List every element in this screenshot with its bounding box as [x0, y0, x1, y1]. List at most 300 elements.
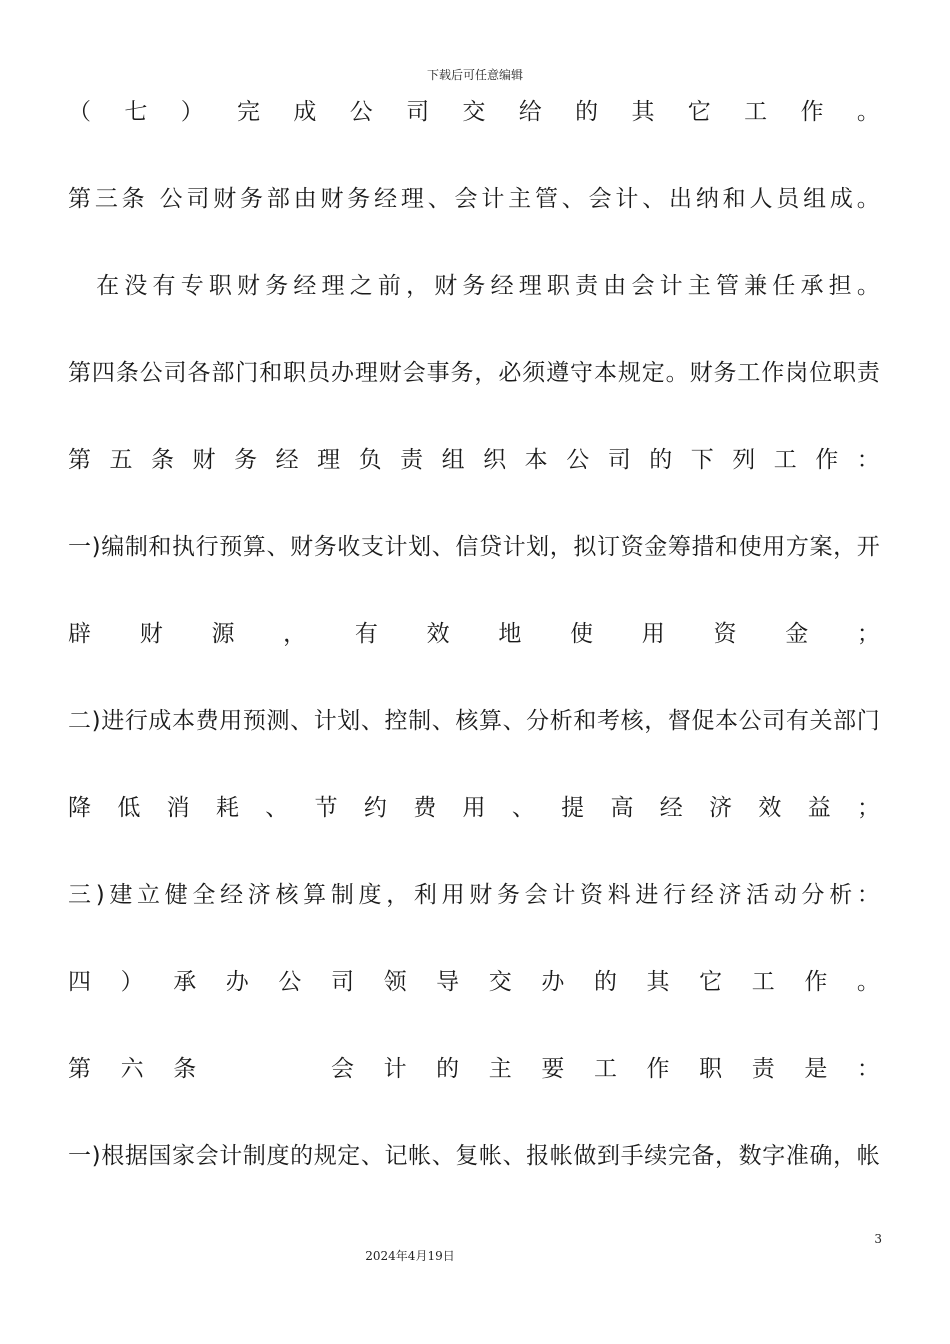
line-char: 支 — [360, 534, 384, 560]
line-char — [148, 184, 155, 214]
line-char: 下 — [690, 447, 714, 473]
line-char: 位 — [809, 360, 833, 386]
body-line-10 — [68, 880, 880, 910]
line-char: 财 — [469, 882, 493, 908]
line-char: ： — [856, 1056, 880, 1082]
line-char: 。 — [856, 273, 880, 299]
line-char: 司 — [330, 969, 354, 995]
line-char: 辟 — [68, 621, 91, 647]
line-char: 职 — [833, 360, 856, 386]
line-char: 费 — [413, 795, 437, 821]
line-char: 给 — [518, 99, 542, 125]
line-char: 理 — [400, 186, 424, 212]
line-char: 是 — [804, 1056, 828, 1082]
line-char: 筹 — [667, 534, 691, 560]
line-char: 三 — [68, 882, 91, 908]
line-char: 计 — [552, 882, 576, 908]
line-char: 低 — [117, 795, 141, 821]
line-char: 财 — [237, 273, 261, 299]
line-char: 进 — [101, 708, 125, 734]
line-char: ， — [386, 882, 410, 908]
line-char: 作 — [804, 969, 828, 995]
line-char: 完 — [237, 99, 261, 125]
line-char: 字 — [762, 1143, 786, 1169]
line-char: 作 — [761, 360, 785, 386]
line-char: 定 — [641, 360, 665, 386]
line-char — [226, 1054, 249, 1084]
line-char: 料 — [607, 882, 631, 908]
line-char: 兼 — [744, 273, 768, 299]
line-char: 务 — [713, 360, 737, 386]
header-note: 下载后可任意编辑 — [426, 68, 523, 82]
line-char: 五 — [109, 447, 133, 473]
line-char: 本 — [715, 708, 739, 734]
line-char: 利 — [413, 882, 437, 908]
line-char: 成 — [148, 708, 172, 734]
line-char: 帐 — [549, 1143, 573, 1169]
line-char: 报 — [526, 1143, 550, 1169]
line-char: 须 — [522, 360, 546, 386]
line-char: 析 — [549, 708, 573, 734]
line-char: 司 — [186, 186, 210, 212]
line-char: 组 — [803, 186, 827, 212]
line-char: 主 — [488, 1056, 512, 1082]
line-char: 责 — [751, 1056, 775, 1082]
line-char: 方 — [785, 534, 809, 560]
line-char — [278, 1054, 301, 1084]
line-char: 金 — [644, 534, 668, 560]
line-char: 条 — [151, 447, 175, 473]
line-char: 源 — [211, 621, 235, 647]
line-char: 部 — [833, 708, 857, 734]
line-char: 用 — [641, 621, 665, 647]
line-char: 有 — [152, 273, 176, 299]
line-char: 三 — [94, 186, 118, 212]
line-char: 员 — [776, 186, 800, 212]
line-char: 、 — [561, 186, 585, 212]
line-char: 公 — [566, 447, 590, 473]
line-char: ； — [857, 795, 880, 821]
line-char: 组 — [441, 447, 465, 473]
line-char: 理 — [317, 447, 341, 473]
line-char: 公 — [278, 969, 302, 995]
footer-date: 2024年4月19日 — [365, 1249, 455, 1263]
line-char: 有 — [354, 621, 378, 647]
line-char: 作 — [815, 447, 839, 473]
line-char: 、 — [265, 795, 289, 821]
line-char: 会 — [524, 882, 548, 908]
line-char: 执 — [172, 534, 196, 560]
line-char: 的 — [575, 99, 599, 125]
line-char: 用 — [762, 534, 786, 560]
line-char: 担 — [828, 273, 852, 299]
line-char: 财 — [192, 447, 216, 473]
line-char: 四 — [91, 360, 115, 386]
line-char: 济 — [718, 882, 742, 908]
line-char: 制 — [124, 534, 148, 560]
line-char: 费 — [195, 708, 219, 734]
line-char: 作 — [646, 1056, 670, 1082]
line-char: 订 — [597, 534, 620, 560]
line-char: 公 — [349, 99, 373, 125]
line-char: 、 — [502, 708, 526, 734]
line-char: 开 — [856, 534, 880, 560]
line-char: 第 — [68, 1056, 91, 1082]
line-char: 承 — [173, 969, 197, 995]
line-char: ： — [856, 447, 880, 473]
line-char: 经 — [690, 882, 714, 908]
body-line-6 — [68, 532, 880, 562]
line-char: 第 — [68, 186, 91, 212]
line-char: 列 — [732, 447, 756, 473]
line-char: 用 — [462, 795, 486, 821]
line-char: 制 — [242, 1143, 266, 1169]
line-char: ) — [91, 534, 101, 560]
line-char: 复 — [455, 1143, 479, 1169]
line-char: 会 — [454, 186, 478, 212]
line-char: 有 — [785, 708, 809, 734]
line-char: 、 — [431, 1143, 455, 1169]
line-char: 的 — [649, 447, 673, 473]
line-char: 收 — [337, 534, 361, 560]
line-char: 行 — [195, 534, 219, 560]
line-char: ， — [549, 534, 573, 560]
line-char: 由 — [293, 186, 317, 212]
line-char: 门 — [856, 708, 880, 734]
line-char: 、 — [360, 1143, 384, 1169]
line-char: 第 — [68, 447, 91, 473]
line-char: 事 — [426, 360, 450, 386]
line-char: 计 — [615, 186, 639, 212]
line-char: 、 — [360, 708, 384, 734]
line-char: 计 — [383, 1056, 407, 1082]
line-char: 高 — [610, 795, 634, 821]
body-line-7 — [68, 619, 880, 649]
line-char: ） — [120, 969, 144, 995]
line-char: 司 — [163, 360, 187, 386]
line-char: 、 — [642, 186, 666, 212]
line-char: 前 — [377, 273, 401, 299]
line-char: 健 — [164, 882, 188, 908]
line-char: 其 — [646, 969, 670, 995]
line-char: 管 — [534, 186, 558, 212]
line-char: 计 — [502, 534, 526, 560]
line-char: 行 — [124, 708, 148, 734]
line-char: （ — [68, 99, 91, 125]
line-char: 职 — [208, 273, 232, 299]
line-char: ， — [474, 360, 498, 386]
line-char: 动 — [773, 882, 797, 908]
line-char: 分 — [526, 708, 550, 734]
line-char: ， — [833, 1143, 857, 1169]
line-char: 和 — [573, 708, 597, 734]
line-char: 经 — [293, 273, 317, 299]
line-char: 财 — [139, 621, 163, 647]
line-char: ， — [715, 1143, 739, 1169]
line-char: 案 — [809, 534, 833, 560]
line-char: 金 — [785, 621, 809, 647]
line-char: 济 — [247, 882, 271, 908]
line-char: 和 — [715, 534, 739, 560]
line-char: 划 — [526, 534, 550, 560]
line-char: 导 — [436, 969, 460, 995]
line-char: 帐 — [856, 1143, 880, 1169]
body-line-8 — [68, 706, 880, 736]
line-char: 成 — [293, 99, 317, 125]
line-char: 。 — [856, 969, 880, 995]
line-char: 六 — [120, 1056, 144, 1082]
line-char: 一 — [68, 534, 91, 560]
line-char: 济 — [709, 795, 733, 821]
line-char: 责 — [856, 360, 880, 386]
line-char: 制 — [408, 708, 432, 734]
line-char: 第 — [68, 360, 91, 386]
line-char: 财 — [378, 360, 402, 386]
line-char: 完 — [667, 1143, 691, 1169]
line-char: 负 — [358, 447, 382, 473]
line-char: 做 — [573, 1143, 597, 1169]
line-char: 经 — [490, 273, 514, 299]
body-line-11 — [68, 967, 880, 997]
line-char: 全 — [192, 882, 216, 908]
line-char: 分 — [801, 882, 825, 908]
line-char: 进 — [635, 882, 659, 908]
line-char: 算 — [303, 882, 327, 908]
line-char: 职 — [699, 1056, 723, 1082]
line-char: 会 — [402, 360, 426, 386]
line-char: 一 — [68, 1143, 91, 1169]
line-char: ） — [180, 99, 204, 125]
line-char: 务 — [347, 186, 371, 212]
line-char: 办 — [225, 969, 249, 995]
body-line-4 — [68, 358, 880, 388]
line-char: 会 — [330, 1056, 354, 1082]
line-char: 的 — [436, 1056, 460, 1082]
line-char: 领 — [383, 969, 407, 995]
line-char: 信 — [455, 534, 479, 560]
line-char: 帐 — [478, 1143, 502, 1169]
line-char: 核 — [275, 882, 299, 908]
line-char: 四 — [68, 969, 91, 995]
line-char: 部 — [266, 186, 290, 212]
line-char: 经 — [374, 186, 398, 212]
line-char: 专 — [180, 273, 204, 299]
line-char: 、 — [502, 1143, 526, 1169]
line-char: 经 — [659, 795, 683, 821]
line-char: 续 — [644, 1143, 668, 1169]
line-char: 控 — [384, 708, 408, 734]
line-char: 据 — [124, 1143, 148, 1169]
line-char: 提 — [561, 795, 585, 821]
line-char: 司 — [406, 99, 430, 125]
line-char: ； — [856, 621, 880, 647]
line-char: 计 — [313, 708, 337, 734]
line-char: 划 — [337, 708, 361, 734]
line-char: 责 — [400, 447, 424, 473]
body-line-2 — [68, 184, 880, 214]
body-line-1 — [68, 97, 880, 127]
line-char: 降 — [68, 795, 91, 821]
line-char: 耗 — [215, 795, 239, 821]
line-char: 交 — [488, 969, 512, 995]
line-char: 七 — [124, 99, 148, 125]
line-char: 会 — [195, 1143, 219, 1169]
line-char: 的 — [593, 969, 617, 995]
line-char: 织 — [483, 447, 507, 473]
line-char: 管 — [715, 273, 739, 299]
line-char: 、 — [431, 534, 455, 560]
line-char: 任 — [772, 273, 796, 299]
line-char: 的 — [290, 1143, 314, 1169]
line-char: 资 — [620, 534, 644, 560]
line-char: 工 — [737, 360, 761, 386]
line-char: 建 — [109, 882, 133, 908]
line-char: 算 — [478, 708, 502, 734]
line-char: 财 — [213, 186, 237, 212]
line-char: 会 — [631, 273, 655, 299]
line-char: 划 — [408, 534, 432, 560]
line-char: 交 — [462, 99, 486, 125]
line-char: 作 — [800, 99, 824, 125]
line-char: 消 — [166, 795, 190, 821]
line-char: 门 — [235, 360, 259, 386]
line-char: ， — [644, 708, 668, 734]
line-char: 人 — [749, 186, 773, 212]
line-char: 司 — [607, 447, 631, 473]
line-char: 计 — [481, 186, 505, 212]
line-char: 数 — [738, 1143, 762, 1169]
line-char: 家 — [172, 1143, 196, 1169]
line-char: 经 — [275, 447, 299, 473]
line-char: 国 — [148, 1143, 172, 1169]
line-char: 资 — [580, 882, 604, 908]
line-char: 工 — [773, 447, 797, 473]
line-char: 。 — [856, 186, 880, 212]
line-char: 务 — [450, 360, 474, 386]
line-char: 规 — [617, 360, 641, 386]
line-char: 务 — [240, 186, 263, 212]
line-char: 、 — [290, 708, 314, 734]
line-char: 理 — [354, 360, 378, 386]
line-char: 成 — [829, 186, 853, 212]
line-char: 务 — [265, 273, 289, 299]
line-char: 和 — [148, 534, 172, 560]
line-char: 职 — [283, 360, 307, 386]
line-char — [68, 271, 91, 301]
line-char: 计 — [659, 273, 683, 299]
line-char: 出 — [669, 186, 692, 212]
line-char: 守 — [570, 360, 594, 386]
line-char: 根 — [101, 1143, 125, 1169]
line-char: ： — [856, 882, 880, 908]
line-char: 度 — [358, 882, 382, 908]
line-char: 算 — [242, 534, 266, 560]
line-char: 计 — [219, 1143, 243, 1169]
line-char: 。 — [856, 99, 880, 125]
line-char: 测 — [266, 708, 290, 734]
line-char: 。 — [665, 360, 689, 386]
line-char: 主 — [687, 273, 711, 299]
line-char: 其 — [631, 99, 655, 125]
line-char: 效 — [758, 795, 782, 821]
line-char: ) — [91, 708, 101, 734]
line-char: 手 — [620, 1143, 644, 1169]
line-char: 行 — [663, 882, 687, 908]
line-char: 经 — [220, 882, 244, 908]
line-char: 度 — [266, 1143, 290, 1169]
line-char: ， — [406, 273, 430, 299]
line-char: 各 — [187, 360, 211, 386]
line-char: 本 — [593, 360, 617, 386]
line-char: 理 — [321, 273, 345, 299]
line-char: 工 — [751, 969, 775, 995]
line-char: 用 — [219, 708, 243, 734]
line-char: 没 — [124, 273, 148, 299]
line-char: 工 — [593, 1056, 617, 1082]
line-char: 二 — [68, 708, 91, 734]
line-char: 、 — [266, 534, 290, 560]
line-char: 办 — [330, 360, 354, 386]
line-char: 使 — [738, 534, 762, 560]
line-char: 约 — [363, 795, 387, 821]
line-char: 帐 — [408, 1143, 432, 1169]
line-char: 立 — [137, 882, 161, 908]
line-char: 督 — [667, 708, 691, 734]
line-char: 使 — [570, 621, 594, 647]
line-char: 效 — [426, 621, 450, 647]
line-char: 承 — [800, 273, 824, 299]
line-char: 条 — [173, 1056, 197, 1082]
line-char: 它 — [699, 969, 723, 995]
line-char: 、 — [511, 795, 535, 821]
line-char: 岗 — [785, 360, 809, 386]
line-char: 主 — [508, 186, 532, 212]
line-char: 记 — [384, 1143, 408, 1169]
line-char: 拟 — [573, 534, 597, 560]
line-char: 公 — [738, 708, 762, 734]
line-char: 员 — [307, 360, 331, 386]
line-char: 资 — [713, 621, 737, 647]
body-line-3 — [68, 271, 880, 301]
line-char: 之 — [349, 273, 373, 299]
line-char: ) — [95, 882, 105, 908]
line-char: 贷 — [478, 534, 502, 560]
line-char: 规 — [313, 1143, 337, 1169]
body-line-9 — [68, 793, 880, 823]
line-char: 考 — [597, 708, 620, 734]
line-char: 职 — [546, 273, 570, 299]
line-char: ) — [91, 1143, 101, 1169]
line-char: 活 — [746, 882, 770, 908]
line-char: 促 — [691, 708, 715, 734]
line-char: 备 — [691, 1143, 715, 1169]
line-char: 预 — [242, 708, 266, 734]
line-char: 确 — [809, 1143, 833, 1169]
line-char: 理 — [518, 273, 542, 299]
line-char: 措 — [691, 534, 715, 560]
line-char: 它 — [687, 99, 711, 125]
line-char: 析 — [829, 882, 853, 908]
line-char: 财 — [290, 534, 314, 560]
line-char: 务 — [313, 534, 337, 560]
line-char: 财 — [689, 360, 713, 386]
line-char: 公 — [159, 186, 183, 212]
page-number: 3 — [874, 1232, 882, 1246]
line-char: 会 — [588, 186, 612, 212]
line-char: 财 — [434, 273, 458, 299]
line-char: 司 — [762, 708, 786, 734]
line-char: 、 — [427, 186, 451, 212]
